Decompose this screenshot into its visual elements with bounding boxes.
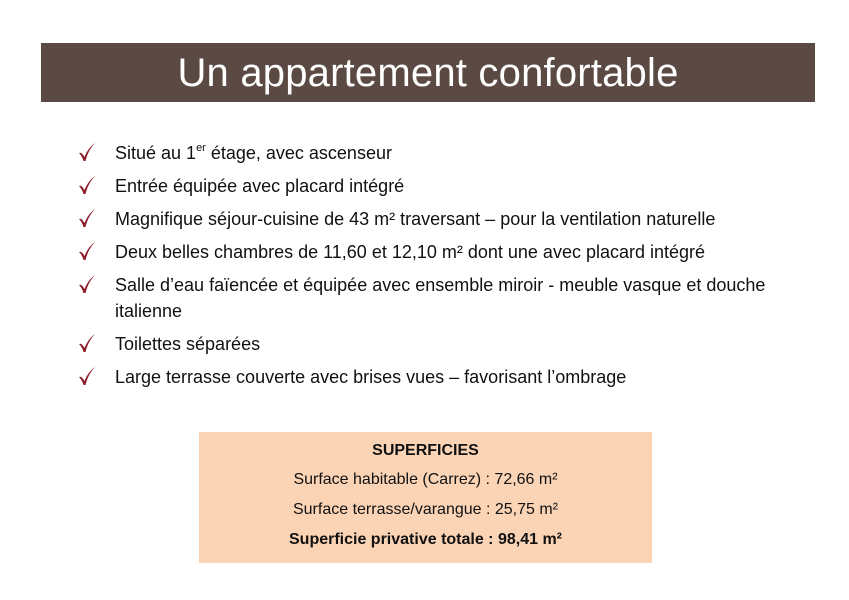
surface-habitable: Surface habitable (Carrez) : 72,66 m² bbox=[293, 471, 558, 488]
surface-heading: SUPERFICIES bbox=[372, 442, 479, 459]
feature-item-floor bbox=[78, 140, 818, 166]
check-icon bbox=[78, 366, 96, 386]
feature-item-terrace bbox=[78, 364, 818, 390]
feature-text: étage, avec ascenseur bbox=[205, 143, 392, 163]
feature-text: Entrée équipée avec placard intégré bbox=[115, 176, 405, 196]
surface-terrace: Surface terrasse/varangue : 25,75 m² bbox=[292, 501, 559, 518]
feature-text: Situé au 1 bbox=[115, 143, 197, 163]
feature-text: Deux belles chambres de 11,60 et 12,10 m² dont une avec placard intégré bbox=[115, 242, 706, 262]
feature-text: Magnifique séjour-cuisine de 43 m² traversant – pour la ventilation naturelle bbox=[115, 209, 716, 229]
check-icon bbox=[78, 142, 96, 162]
surface-summary-box bbox=[199, 432, 652, 563]
feature-item-bedrooms bbox=[78, 239, 818, 265]
check-icon bbox=[78, 333, 96, 353]
surface-total: Superficie privative totale : 98,41 m² bbox=[289, 531, 562, 548]
feature-superscript: er bbox=[196, 142, 206, 154]
check-icon bbox=[78, 241, 96, 261]
check-icon bbox=[78, 175, 96, 195]
feature-item-toilets bbox=[78, 331, 818, 357]
title-banner bbox=[41, 43, 815, 102]
check-icon bbox=[78, 208, 96, 228]
feature-item-entrance bbox=[78, 173, 818, 199]
feature-list bbox=[78, 140, 818, 397]
feature-text: Large terrasse couverte avec brises vues – favorisant l’ombrage bbox=[115, 367, 627, 387]
feature-text: Salle d’eau faïencée et équipée avec ensemble miroir - meuble vasque et douche italienne bbox=[115, 275, 766, 321]
page-title: Un appartement confortable bbox=[177, 50, 679, 95]
check-icon bbox=[78, 274, 96, 294]
feature-item-living-kitchen bbox=[78, 206, 818, 232]
feature-item-bathroom bbox=[78, 272, 818, 324]
feature-text: Toilettes séparées bbox=[115, 334, 261, 354]
